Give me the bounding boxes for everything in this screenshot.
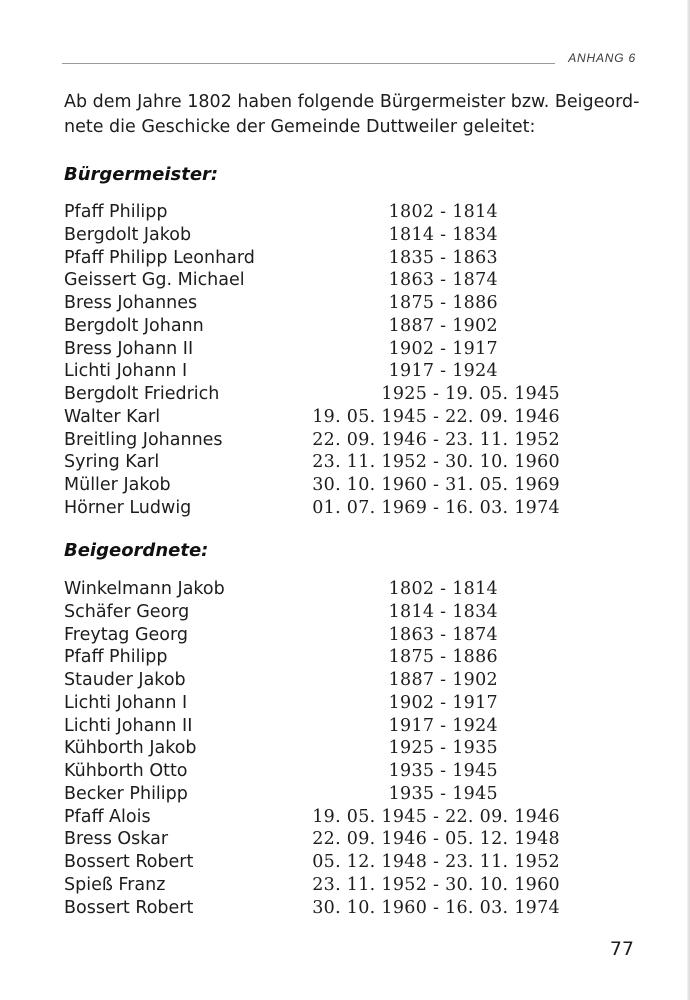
person-name: Freytag Georg (64, 624, 189, 645)
term-period: 1917 - 1924 (388, 715, 498, 736)
term-period: 23. 11. 1952 - 30. 10. 1960 (312, 874, 560, 895)
list-item (64, 360, 564, 383)
term-period: 01. 07. 1969 - 16. 03. 1974 (312, 497, 560, 518)
header-rule (62, 63, 555, 64)
term-period: 1902 - 1917 (388, 338, 498, 359)
running-header: ANHANG 6 (568, 51, 636, 65)
list-item (64, 292, 564, 315)
person-name: Hörner Ludwig (64, 497, 192, 518)
term-period: 22. 09. 1946 - 05. 12. 1948 (312, 829, 560, 850)
person-name: Schäfer Georg (64, 601, 190, 622)
list-item (64, 451, 564, 474)
person-name: Winkelmann Jakob (64, 579, 225, 599)
term-period: 23. 11. 1952 - 30. 10. 1960 (312, 452, 560, 473)
person-name: Lichti Johann I (64, 692, 188, 713)
list-item (64, 474, 564, 497)
mayors-heading: Bürgermeister: (64, 164, 219, 185)
deputies-list (64, 578, 564, 919)
list-item (64, 269, 564, 292)
person-name: Bergdolt Jakob (64, 224, 192, 245)
term-period: 30. 10. 1960 - 31. 05. 1969 (312, 475, 560, 495)
person-name: Pfaff Alois (64, 806, 151, 827)
list-item (64, 737, 564, 760)
person-name: Müller Jakob (64, 475, 171, 495)
list-item (64, 338, 564, 361)
person-name: Walter Karl (64, 406, 161, 427)
term-period: 1802 - 1814 (388, 579, 498, 599)
list-item (64, 669, 564, 692)
term-period: 1925 - 1935 (388, 738, 498, 759)
term-period: 1863 - 1874 (388, 270, 498, 291)
page-number: 77 (609, 938, 634, 960)
term-period: 1925 - 19. 05. 1945 (381, 384, 560, 404)
deputies-heading: Beigeordnete: (64, 540, 209, 561)
term-period: 22. 09. 1946 - 23. 11. 1952 (312, 429, 560, 450)
list-item (64, 851, 564, 874)
person-name: Syring Karl (64, 452, 160, 473)
term-period: 1917 - 1924 (388, 361, 498, 382)
list-item (64, 624, 564, 647)
term-period: 1802 - 1814 (388, 202, 498, 222)
person-name: Geissert Gg. Michael (64, 270, 245, 291)
list-item (64, 897, 564, 920)
list-item (64, 247, 564, 270)
person-name: Kühborth Jakob (64, 738, 197, 759)
intro-line: nete die Geschicke der Gemeinde Duttweiler geleitet: (64, 117, 536, 137)
person-name: Spieß Franz (64, 874, 166, 895)
list-item (64, 601, 564, 624)
list-item (64, 692, 564, 715)
list-item (64, 224, 564, 247)
person-name: Stauder Jakob (64, 670, 186, 690)
list-item (64, 806, 564, 829)
intro-line: Ab dem Jahre 1802 haben folgende Bürgermeister bzw. Beigeord- (64, 92, 640, 112)
list-item (64, 646, 564, 669)
person-name: Bress Johann II (64, 338, 194, 359)
person-name: Pfaff Philipp Leonhard (64, 247, 255, 268)
list-item (64, 715, 564, 738)
term-period: 1887 - 1902 (388, 315, 498, 336)
list-item (64, 429, 564, 452)
person-name: Kühborth Otto (64, 761, 188, 781)
term-period: 1875 - 1886 (388, 293, 498, 313)
term-period: 30. 10. 1960 - 16. 03. 1974 (312, 897, 560, 918)
person-name: Bossert Robert (64, 897, 194, 918)
person-name: Bress Johannes (64, 293, 198, 313)
term-period: 19. 05. 1945 - 22. 09. 1946 (312, 406, 560, 427)
term-period: 1902 - 1917 (388, 692, 498, 713)
list-item (64, 497, 564, 520)
term-period: 1814 - 1834 (388, 601, 498, 622)
person-name: Lichti Johann I (64, 361, 188, 382)
person-name: Pfaff Philipp (64, 202, 168, 222)
person-name: Becker Philipp (64, 783, 188, 804)
term-period: 1835 - 1863 (388, 247, 498, 268)
term-period: 1887 - 1902 (388, 670, 498, 690)
term-period: 05. 12. 1948 - 23. 11. 1952 (312, 852, 560, 872)
list-item (64, 783, 564, 806)
list-item (64, 760, 564, 783)
person-name: Bress Oskar (64, 829, 169, 850)
mayors-list (64, 201, 564, 520)
list-item (64, 578, 564, 601)
term-period: 1875 - 1886 (388, 647, 498, 668)
term-period: 1935 - 1945 (388, 783, 498, 804)
list-item (64, 874, 564, 897)
person-name: Bergdolt Friedrich (64, 384, 220, 404)
list-item (64, 201, 564, 224)
term-period: 1935 - 1945 (388, 761, 498, 781)
person-name: Breitling Johannes (64, 429, 223, 450)
list-item (64, 406, 564, 429)
list-item (64, 383, 564, 406)
person-name: Lichti Johann II (64, 715, 193, 736)
person-name: Bossert Robert (64, 852, 194, 872)
person-name: Bergdolt Johann (64, 315, 204, 336)
intro-paragraph (64, 90, 640, 140)
term-period: 19. 05. 1945 - 22. 09. 1946 (312, 806, 560, 827)
list-item (64, 828, 564, 851)
list-item (64, 315, 564, 338)
person-name: Pfaff Philipp (64, 647, 168, 668)
term-period: 1814 - 1834 (388, 224, 498, 245)
term-period: 1863 - 1874 (388, 624, 498, 645)
